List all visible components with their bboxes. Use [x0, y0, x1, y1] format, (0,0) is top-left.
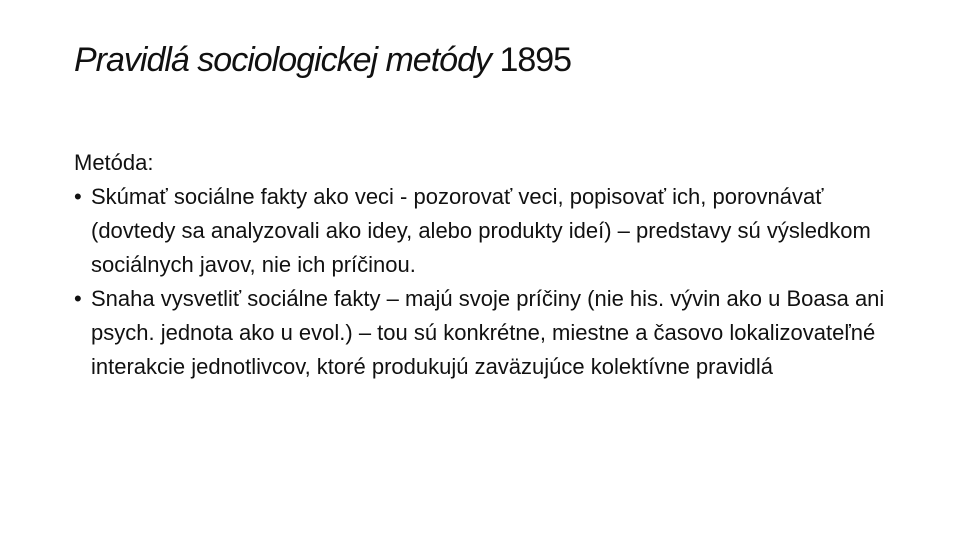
slide-title	[74, 38, 914, 82]
bullet-text: Snaha vysvetliť sociálne fakty – majú svoje príčiny (nie his. vývin ako u Boasa ani psych. jednota ako u evol.) – tou sú konkrétne, miestne a časovo lokalizovateľné interakcie jednotlivcov, ktoré produkujú zaväzujúce kolektívne pravidlá	[91, 286, 885, 379]
bullet-item-explain-facts	[74, 282, 900, 384]
bullet-icon: •	[74, 184, 82, 209]
bullet-item-study-facts	[74, 180, 900, 282]
slide-body	[74, 146, 900, 384]
bullet-icon: •	[74, 286, 82, 311]
title-year: 1895	[499, 41, 572, 79]
title-book-name: Pravidlá sociologickej metódy	[74, 41, 491, 79]
bullet-text: Skúmať sociálne fakty ako veci - pozorovať veci, popisovať ich, porovnávať (dovtedy sa analyzovali ako idey, alebo produkty ideí) – predstavy sú výsledkom sociálnych javov, nie ich príčinou.	[91, 184, 871, 277]
bullet-list	[74, 180, 900, 384]
method-heading: Metóda:	[74, 150, 154, 175]
